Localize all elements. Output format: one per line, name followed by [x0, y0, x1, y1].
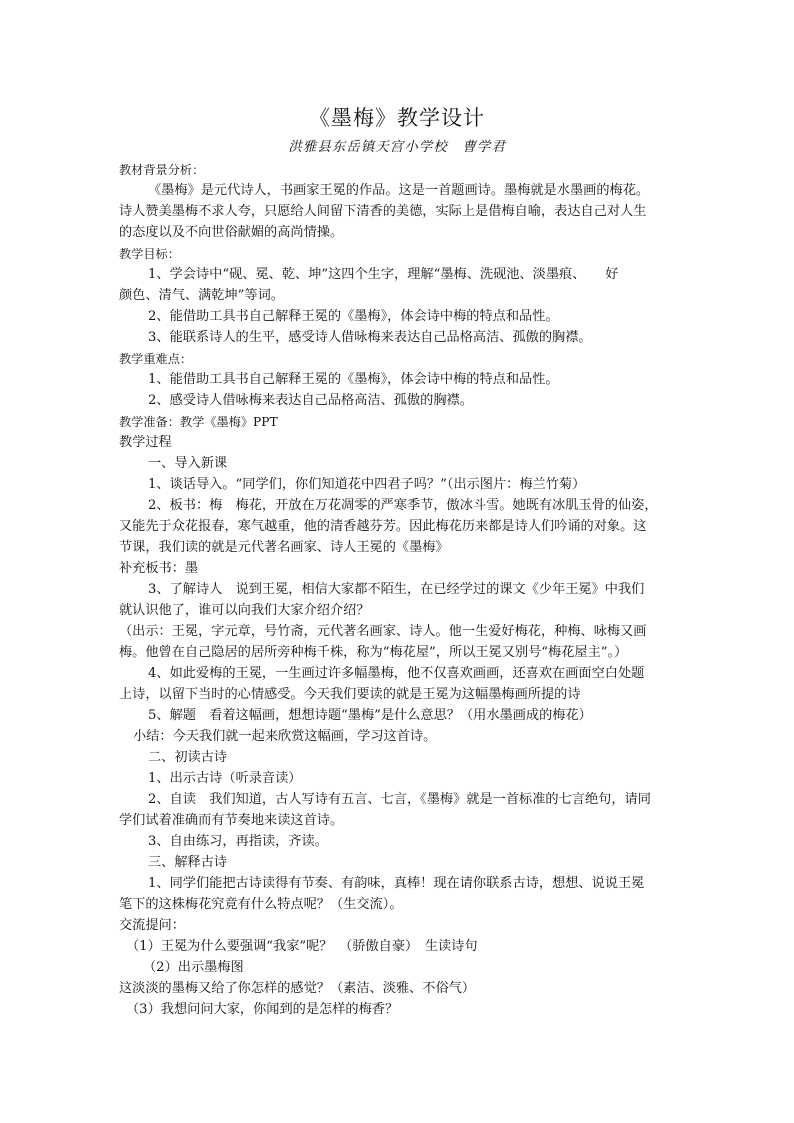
document-author: 洪雅县东岳镇天宫小学校 曹学君: [288, 139, 506, 155]
paragraph-line: 1、谈话导入。“同学们，你们知道花中四君子吗？”（出示图片：梅兰竹菊）: [148, 477, 586, 492]
paragraph-line: 颜色、清气、满乾坤”等词。: [119, 288, 284, 303]
paragraph-line: 3、了解诗人 说到王冕，相信大家都不陌生，在已经学过的课文《少年王冕》中我们: [148, 582, 645, 597]
subsection-heading: 二、初读古诗: [148, 750, 228, 765]
paragraph-line: 的态度以及不向世俗献媚的高尚情操。: [119, 225, 344, 240]
paragraph-line: 就认识他了，谁可以向我们大家介绍介绍？: [119, 603, 370, 618]
paragraph-line: （出示：王冕，字元章，号竹斋，元代著名画家、诗人。他一生爱好梅花，种梅、咏梅又画: [119, 624, 647, 639]
paragraph-line: 这淡淡的墨梅又给了你怎样的感觉？（素洁、淡雅、不俗气）: [119, 981, 476, 996]
paragraph-line: 节课，我们读的就是元代著名画家、诗人王冕的《墨梅》: [119, 540, 449, 555]
section-heading: 教学过程: [119, 435, 172, 450]
paragraph-line: 1、学会诗中“砚、冕、乾、坤”这四个生字，理解“墨梅、洗砚池、淡墨痕、 好: [148, 267, 619, 282]
paragraph-line: 上诗，以留下当时的心情感受。今天我们要读的就是王冕为这幅墨梅画所提的诗: [119, 687, 581, 702]
subsection-heading: 三、解释古诗: [148, 855, 228, 870]
paragraph-line: 2、能借助工具书自己解释王冕的《墨梅》，体会诗中梅的特点和品性。: [148, 309, 559, 324]
paragraph-line: 2、感受诗人借咏梅来表达自己品格高洁、孤傲的胸襟。: [148, 393, 473, 408]
paragraph-line: 梅。他曾在自己隐居的居所旁种梅千株，称为“梅花屋”，所以王冕又别号“梅花屋主”。）: [119, 645, 628, 660]
paragraph-line: 3、能联系诗人的生平，感受诗人借咏梅来表达自己品格高洁、孤傲的胸襟。: [148, 330, 592, 345]
document-title: 《墨梅》教学设计: [309, 106, 485, 130]
paragraph-line: 小结：今天我们就一起来欣赏这幅画，学习这首诗。: [133, 729, 437, 744]
section-heading: 教学目标：: [119, 247, 180, 261]
paragraph-line: 1、同学们能把古诗读得有节奏、有韵味，真棒！现在请你联系古诗，想想、说说王冕: [148, 876, 645, 891]
paragraph-line: （3）我想问问大家，你闻到的是怎样的梅香？: [126, 1002, 399, 1017]
paragraph-line: 笔下的这株梅花究竟有什么特点呢？（生交流）。: [119, 897, 403, 912]
section-heading: 教学重难点：: [119, 352, 193, 366]
paragraph-line: 2、板书：梅 梅花，开放在万花凋零的严寒季节，傲冰斗雪。她既有冰肌玉骨的仙姿，: [148, 498, 658, 513]
paragraph-line: 补充板书：墨: [119, 561, 199, 576]
paragraph-line: 学们试着准确而有节奏地来读这首诗。: [119, 813, 344, 828]
paragraph-line: 1、能借助工具书自己解释王冕的《墨梅》，体会诗中梅的特点和品性。: [148, 372, 559, 387]
paragraph-line: 3、自由练习，再指读，齐读。: [148, 834, 328, 849]
subsection-heading: 一、导入新课: [148, 456, 228, 471]
paragraph-line: 《墨梅》是元代诗人，书画家王冕的作品。这是一首题画诗。墨梅就是水墨画的梅花。: [148, 183, 650, 198]
section-heading: 教学准备：教学《墨梅》PPT: [119, 415, 278, 429]
paragraph-line: 4、如此爱梅的王冕，一生画过许多幅墨梅，他不仅喜欢画画，还喜欢在画面空白处题: [148, 666, 645, 681]
paragraph-line: 1、出示古诗（听录音读）: [148, 771, 302, 786]
paragraph-line: 交流提问：: [119, 918, 185, 933]
section-heading: 教材背景分析：: [119, 163, 205, 177]
paragraph-line: 又能先于众花报春，寒气越重，他的清香越芬芳。因此梅花历来都是诗人们吟诵的对象。这: [119, 519, 647, 534]
paragraph-line: 诗人赞美墨梅不求人夸，只愿给人间留下清香的美德，实际上是借梅自喻，表达自己对人生: [119, 204, 647, 219]
paragraph-line: （2）出示墨梅图: [143, 960, 244, 975]
paragraph-line: （1）王冕为什么要强调“我家”呢？ （骄傲自豪） 生读诗句: [126, 939, 478, 954]
paragraph-line: 2、自读 我们知道，古人写诗有五言、七言，《墨梅》就是一首标准的七言绝句，请同: [148, 792, 651, 807]
paragraph-line: 5、解题 看着这幅画，想想诗题“墨梅”是什么意思？（用水墨画成的梅花）: [148, 708, 592, 723]
